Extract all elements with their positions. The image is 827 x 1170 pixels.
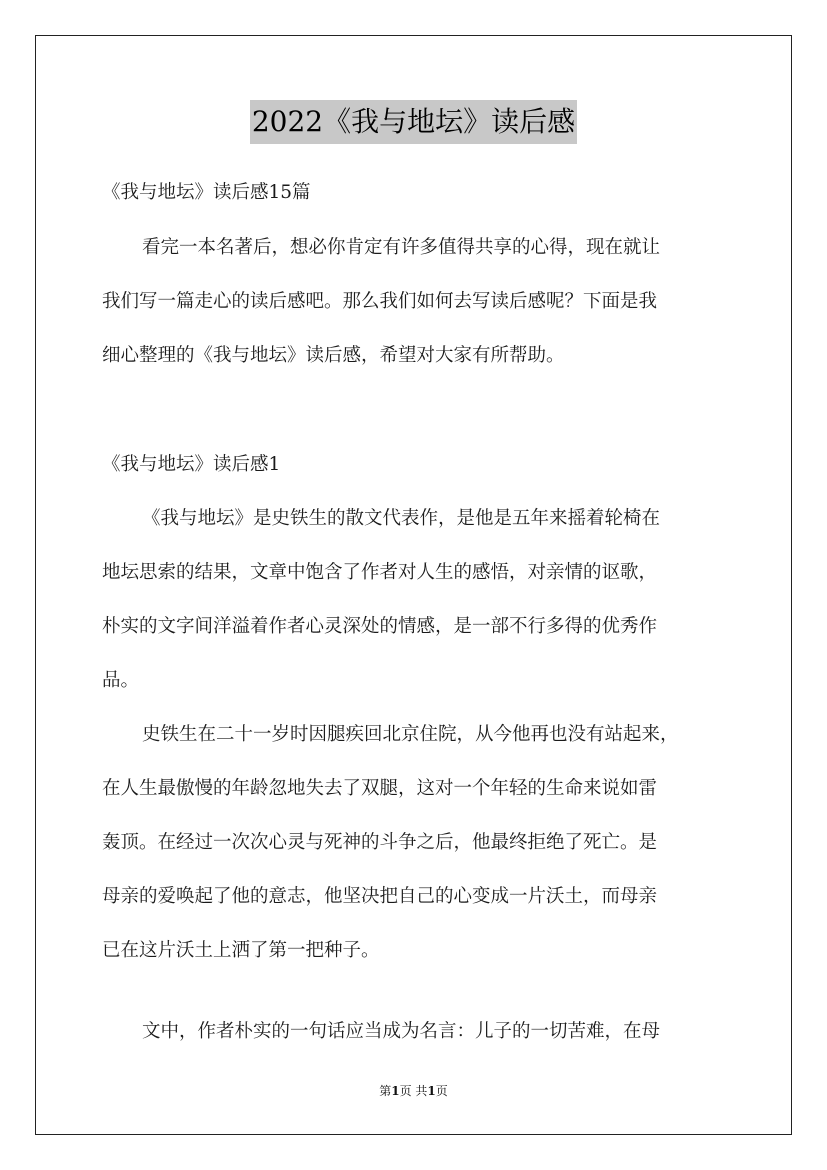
paragraph-line: 朴实的文字间洋溢着作者心灵深处的情感，是一部不行多得的优秀作	[102, 616, 658, 637]
paragraph-line: 母亲的爱唤起了他的意志，他坚决把自己的心变成一片沃土，而母亲	[102, 886, 658, 907]
footer-suffix: 页	[435, 1084, 448, 1098]
page-number: 1	[391, 1084, 400, 1098]
intro-line: 细心整理的《我与地坛》读后感，希望对大家有所帮助。	[102, 345, 565, 366]
paragraph-line: 在人生最傲慢的年龄忽地失去了双腿，这对一个年轻的生命来说如雷	[102, 778, 658, 799]
paragraph-line: 《我与地坛》是史铁生的散文代表作，是他是五年来摇着轮椅在	[142, 508, 661, 529]
footer-prefix: 第	[379, 1084, 392, 1098]
intro-line: 我们写一篇走心的读后感吧。那么我们如何去写读后感呢？下面是我	[102, 291, 658, 312]
paragraph-line: 文中，作者朴实的一句话应当成为名言：儿子的一切苦难，在母	[142, 1021, 661, 1042]
paragraph-line: 地坛思索的结果，文章中饱含了作者对人生的感悟，对亲情的讴歌，	[102, 562, 658, 583]
paragraph-line: 品。	[102, 670, 140, 691]
paragraph-line: 史铁生在二十一岁时因腿疾回北京住院，从今他再也没有站起来，	[142, 724, 679, 745]
document-subtitle: 《我与地坛》读后感15篇	[102, 182, 311, 203]
title-container	[0, 100, 827, 144]
paragraph-line: 已在这片沃土上洒了第一把种子。	[102, 940, 380, 961]
intro-line: 看完一本名著后，想必你肯定有许多值得共享的心得，现在就让	[142, 237, 661, 258]
paragraph-line: 轰顶。在经过一次次心灵与死神的斗争之后，他最终拒绝了死亡。是	[102, 832, 658, 853]
footer-mid: 页 共	[399, 1084, 428, 1098]
section-heading: 《我与地坛》读后感1	[102, 454, 281, 475]
page-footer	[0, 1082, 827, 1100]
document-title: 2022《我与地坛》读后感	[250, 100, 577, 144]
page-total: 1	[427, 1084, 436, 1098]
